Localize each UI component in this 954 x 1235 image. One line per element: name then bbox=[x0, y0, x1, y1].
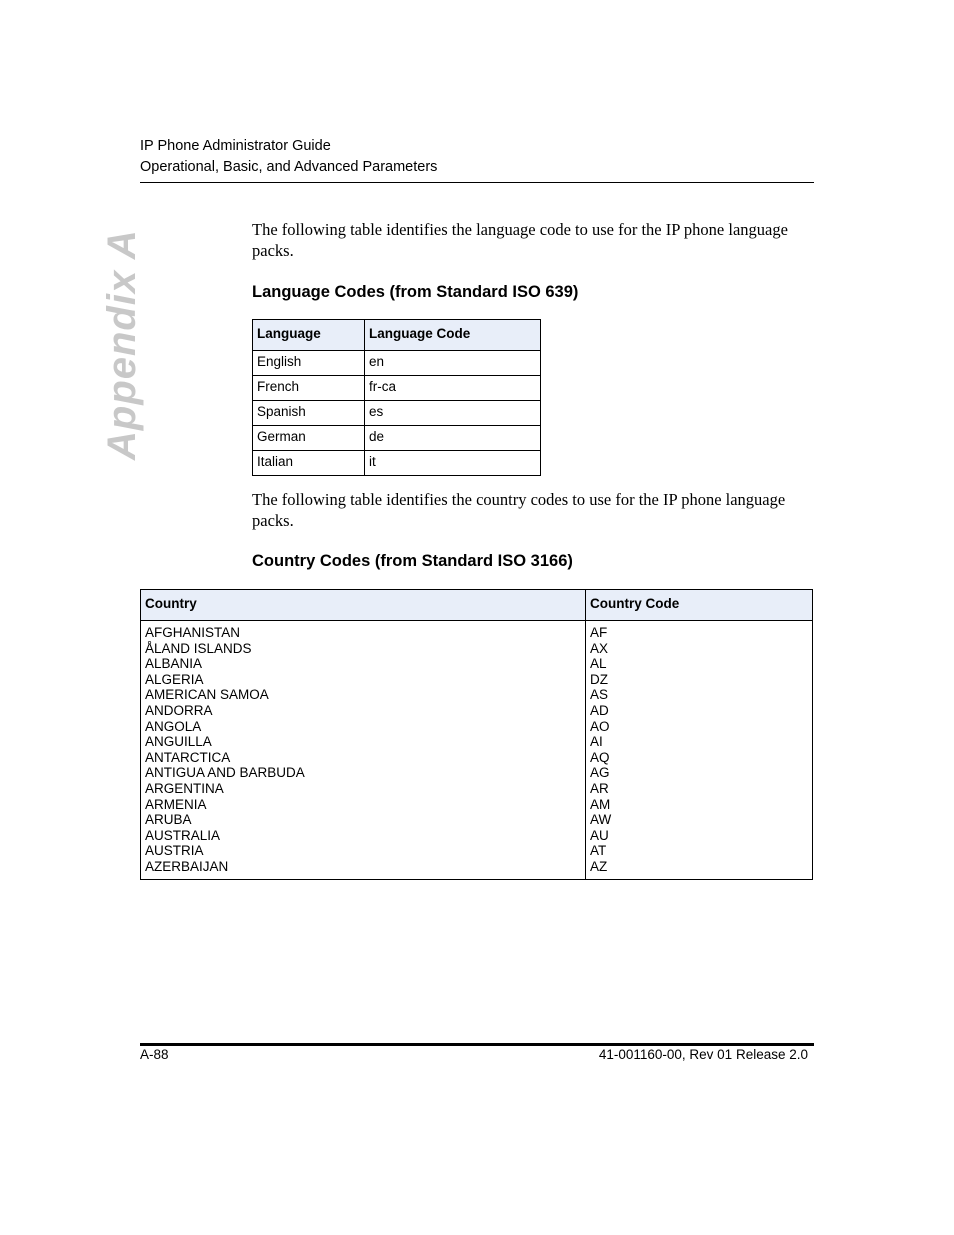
country-code: AI bbox=[590, 734, 603, 750]
table-row bbox=[141, 621, 813, 880]
country-code: AX bbox=[590, 640, 609, 656]
country-code: AS bbox=[590, 687, 609, 703]
page-number: A-88 bbox=[140, 1047, 169, 1062]
country-name: AUSTRALIA bbox=[145, 827, 221, 843]
country-name: ANTIGUA AND BARBUDA bbox=[145, 765, 305, 781]
country-name: ARMENIA bbox=[145, 796, 207, 812]
language-code-cell: de bbox=[365, 426, 541, 451]
language-code-cell: fr-ca bbox=[365, 376, 541, 401]
language-code-cell: es bbox=[365, 401, 541, 426]
country-code: AQ bbox=[590, 749, 610, 765]
country-code: AR bbox=[590, 780, 609, 796]
country-code: AU bbox=[590, 827, 609, 843]
country-name: AUSTRIA bbox=[145, 843, 204, 859]
country-name: ÅLAND ISLANDS bbox=[145, 640, 252, 656]
country-code: AW bbox=[590, 812, 612, 828]
footer-divider bbox=[140, 1043, 814, 1046]
column-header-country-code: Country Code bbox=[586, 590, 813, 621]
country-name: AFGHANISTAN bbox=[145, 625, 241, 640]
column-header-language-code: Language Code bbox=[365, 320, 541, 351]
header-subtitle: Operational, Basic, and Advanced Parameters bbox=[140, 159, 438, 175]
table-header-row bbox=[253, 320, 541, 351]
country-intro-paragraph: The following table identifies the country codes to use for the IP phone language packs. bbox=[252, 490, 786, 530]
country-name: ANTARCTICA bbox=[145, 749, 231, 765]
language-cell: Italian bbox=[253, 451, 365, 476]
country-code: AD bbox=[590, 702, 609, 718]
language-codes-table bbox=[252, 319, 541, 476]
country-name: ANGOLA bbox=[145, 718, 202, 734]
country-code-list-cell bbox=[586, 621, 813, 880]
table-row bbox=[253, 376, 541, 401]
table-row bbox=[253, 451, 541, 476]
table-row bbox=[253, 426, 541, 451]
country-code: AF bbox=[590, 625, 608, 640]
country-name: ALGERIA bbox=[145, 671, 204, 687]
country-code: AO bbox=[590, 718, 610, 734]
language-cell: German bbox=[253, 426, 365, 451]
table-header-row bbox=[141, 590, 813, 621]
table-row bbox=[253, 351, 541, 376]
country-name: AZERBAIJAN bbox=[145, 858, 229, 874]
language-code-cell: en bbox=[365, 351, 541, 376]
country-list-cell bbox=[141, 621, 586, 880]
table-row bbox=[253, 401, 541, 426]
country-code: AZ bbox=[590, 858, 608, 874]
document-id: 41-001160-00, Rev 01 Release 2.0 bbox=[598, 1047, 808, 1062]
country-name: ANGUILLA bbox=[145, 734, 212, 750]
language-intro-paragraph: The following table identifies the language code to use for the IP phone language packs. bbox=[252, 220, 788, 260]
country-code: AG bbox=[590, 765, 610, 781]
language-cell: French bbox=[253, 376, 365, 401]
country-code: AL bbox=[590, 656, 607, 672]
country-name: AMERICAN SAMOA bbox=[145, 687, 269, 703]
language-table-heading: Language Codes (from Standard ISO 639) bbox=[252, 283, 579, 301]
country-table-heading: Country Codes (from Standard ISO 3166) bbox=[252, 552, 573, 570]
country-codes-table bbox=[140, 589, 813, 880]
country-name: ARGENTINA bbox=[145, 780, 224, 796]
language-cell: Spanish bbox=[253, 401, 365, 426]
language-code-cell: it bbox=[365, 451, 541, 476]
country-code: AT bbox=[590, 843, 607, 859]
header-title: IP Phone Administrator Guide bbox=[140, 138, 331, 154]
language-cell: English bbox=[253, 351, 365, 376]
country-name: ANDORRA bbox=[145, 702, 213, 718]
running-header bbox=[140, 136, 814, 178]
country-code: DZ bbox=[590, 671, 608, 687]
column-header-country: Country bbox=[141, 590, 586, 621]
header-divider bbox=[140, 182, 814, 183]
country-name: ARUBA bbox=[145, 812, 192, 828]
country-code: AM bbox=[590, 796, 611, 812]
country-name: ALBANIA bbox=[145, 656, 203, 672]
column-header-language: Language bbox=[253, 320, 365, 351]
appendix-side-title: Appendix A bbox=[100, 229, 144, 460]
